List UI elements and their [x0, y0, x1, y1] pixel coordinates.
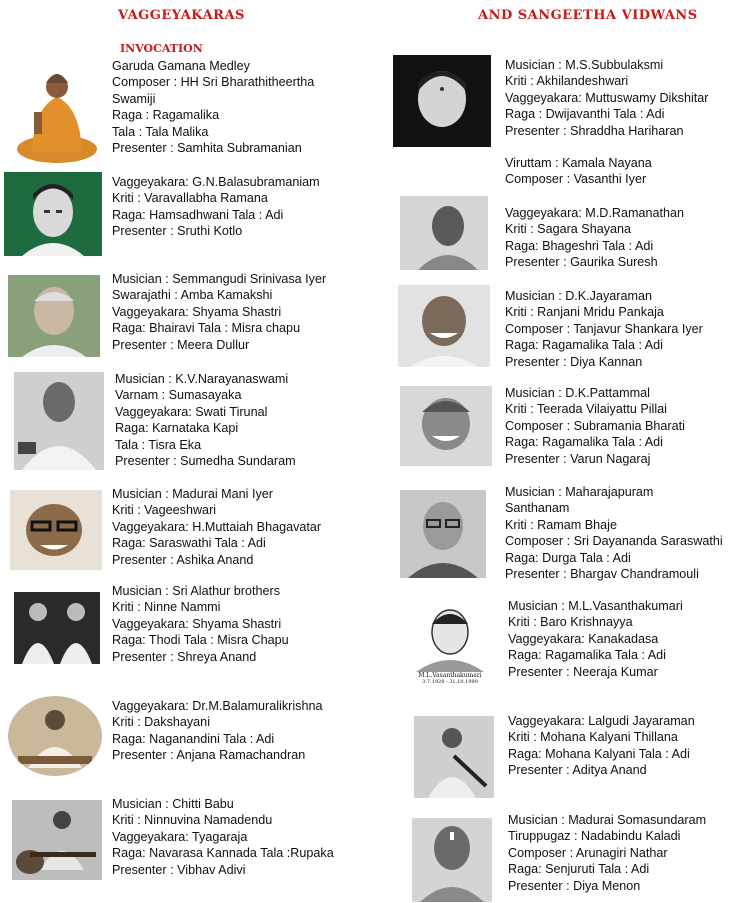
entry-text: Viruttam : Kamala Nayana Composer : Vasanthi Iyer — [505, 156, 652, 187]
man-singing-photo — [14, 372, 104, 470]
entry-text: Musician : Chitti Babu Kriti : Ninnuvina Namadendu Vaggeyakara: Tyagaraja Raga: Navarasa Kannada Tala :Rupaka Presenter : Vibhav Adivi — [112, 797, 334, 877]
two-brothers-photo — [14, 592, 100, 664]
heading-sangeetha-vidwans: AND SANGEETHA VIDWANS — [478, 8, 698, 23]
woman-sketch-photo — [406, 600, 494, 686]
seated-musician-oval-photo — [8, 696, 102, 776]
heading-vaggeyakaras: VAGGEYAKARAS — [118, 8, 245, 23]
entry-text: Vaggeyakara: M.D.Ramanathan Kriti : Sagara Shayana Raga: Bhageshri Tala : Adi Presenter : Gaurika Suresh — [505, 206, 684, 270]
heading-invocation: INVOCATION — [120, 42, 203, 55]
woman-portrait-dark-photo — [393, 55, 491, 147]
elder-man-glasses-photo — [400, 490, 486, 578]
man-profile-photo — [400, 196, 488, 270]
violinist-photo — [414, 716, 494, 798]
entry-text: Musician : Madurai Somasundaram Tiruppugaz : Nadabindu Kaladi Composer : Arunagiri Nathar Raga: Senjuruti Tala : Adi Presenter : Diya Menon — [508, 813, 707, 893]
entry-text: Musician : Sri Alathur brothers Kriti : Ninne Nammi Vaggeyakara: Shyama Shastri Raga: Thodi Tala : Misra Chapu Presenter : Shreya Anand — [112, 584, 289, 664]
man-with-tilak-photo — [412, 818, 492, 902]
man-portrait-green-photo — [4, 172, 102, 256]
elder-man-photo — [8, 275, 100, 357]
entry-text: Musician : Semmangudi Srinivasa Iyer Swarajathi : Amba Kamakshi Vaggeyakara: Shyama Shastri Raga: Bhairavi Tala : Misra chapu Presenter : Meera Dullur — [112, 272, 327, 352]
entry-text: Musician : D.K.Jayaraman Kriti : Ranjani Mridu Pankaja Composer : Tanjavur Shankara Iyer Raga: Ragamalika Tala : Adi Presenter : Diya Kannan — [505, 289, 703, 369]
portrait-dates: 3.7.1928 - 31.10.1990 — [422, 679, 478, 685]
entry-text: Musician : M.L.Vasanthakumari Kriti : Baro Krishnayya Vaggeyakara: Kanakadasa Raga: Ragamalika Tala : Adi Presenter : Neeraja Kumar — [508, 599, 683, 679]
seated-swamiji-photo — [12, 57, 102, 165]
entry-text: Vaggeyakara: Lalgudi Jayaraman Kriti : Mohana Kalyani Thillana Raga: Mohana Kalyani Tala : Adi Presenter : Aditya Anand — [508, 714, 695, 778]
smiling-woman-photo — [400, 386, 492, 466]
entry-text: Garuda Gamana Medley Composer : HH Sri Bharathitheertha Swamiji Raga : Ragamalika Tala : Tala Malika Presenter : Samhita Subramanian — [112, 59, 315, 156]
smiling-man-photo — [398, 285, 490, 367]
entry-text: Musician : Madurai Mani Iyer Kriti : Vageeshwari Vaggeyakara: H.Muttaiah Bhagavatar Raga: Saraswathi Tala : Adi Presenter : Ashika Anand — [112, 487, 322, 567]
entry-text: Musician : D.K.Pattammal Kriti : Teerada Vilaiyattu Pillai Composer : Subramania Bharati Raga: Ragamalika Tala : Adi Presenter : Varun Nagaraj — [505, 386, 685, 466]
entry-text: Vaggeyakara: G.N.Balasubramaniam Kriti : Varavallabha Ramana Raga: Hamsadhwani Tala : Adi Presenter : Sruthi Kotlo — [112, 175, 320, 239]
entry-text: Musician : M.S.Subbulaksmi Kriti : Akhilandeshwari Vaggeyakara: Muttuswamy Dikshitar Raga : Dwijavanthi Tala : Adi Presenter : Shraddha Hariharan — [505, 58, 709, 138]
entry-text: Musician : K.V.Narayanaswami Varnam : Sumasayaka Vaggeyakara: Swati Tirunal Raga: Karnataka Kapi Tala : Tisra Eka Presenter : Sumedha Sundaram — [115, 372, 296, 469]
entry-text: Musician : Maharajapuram Santhanam Kriti : Ramam Bhaje Composer : Sri Dayananda Saraswathi Raga: Durga Tala : Adi Presenter : Bhargav Chandramouli — [505, 485, 723, 582]
man-glasses-photo — [10, 490, 102, 570]
veena-player-photo — [12, 800, 102, 880]
portrait-caption: M.L.Vasanthakumari — [418, 672, 482, 679]
entry-text: Vaggeyakara: Dr.M.Balamuralikrishna Kriti : Dakshayani Raga: Naganandini Tala : Adi Presenter : Anjana Ramachandran — [112, 699, 323, 763]
